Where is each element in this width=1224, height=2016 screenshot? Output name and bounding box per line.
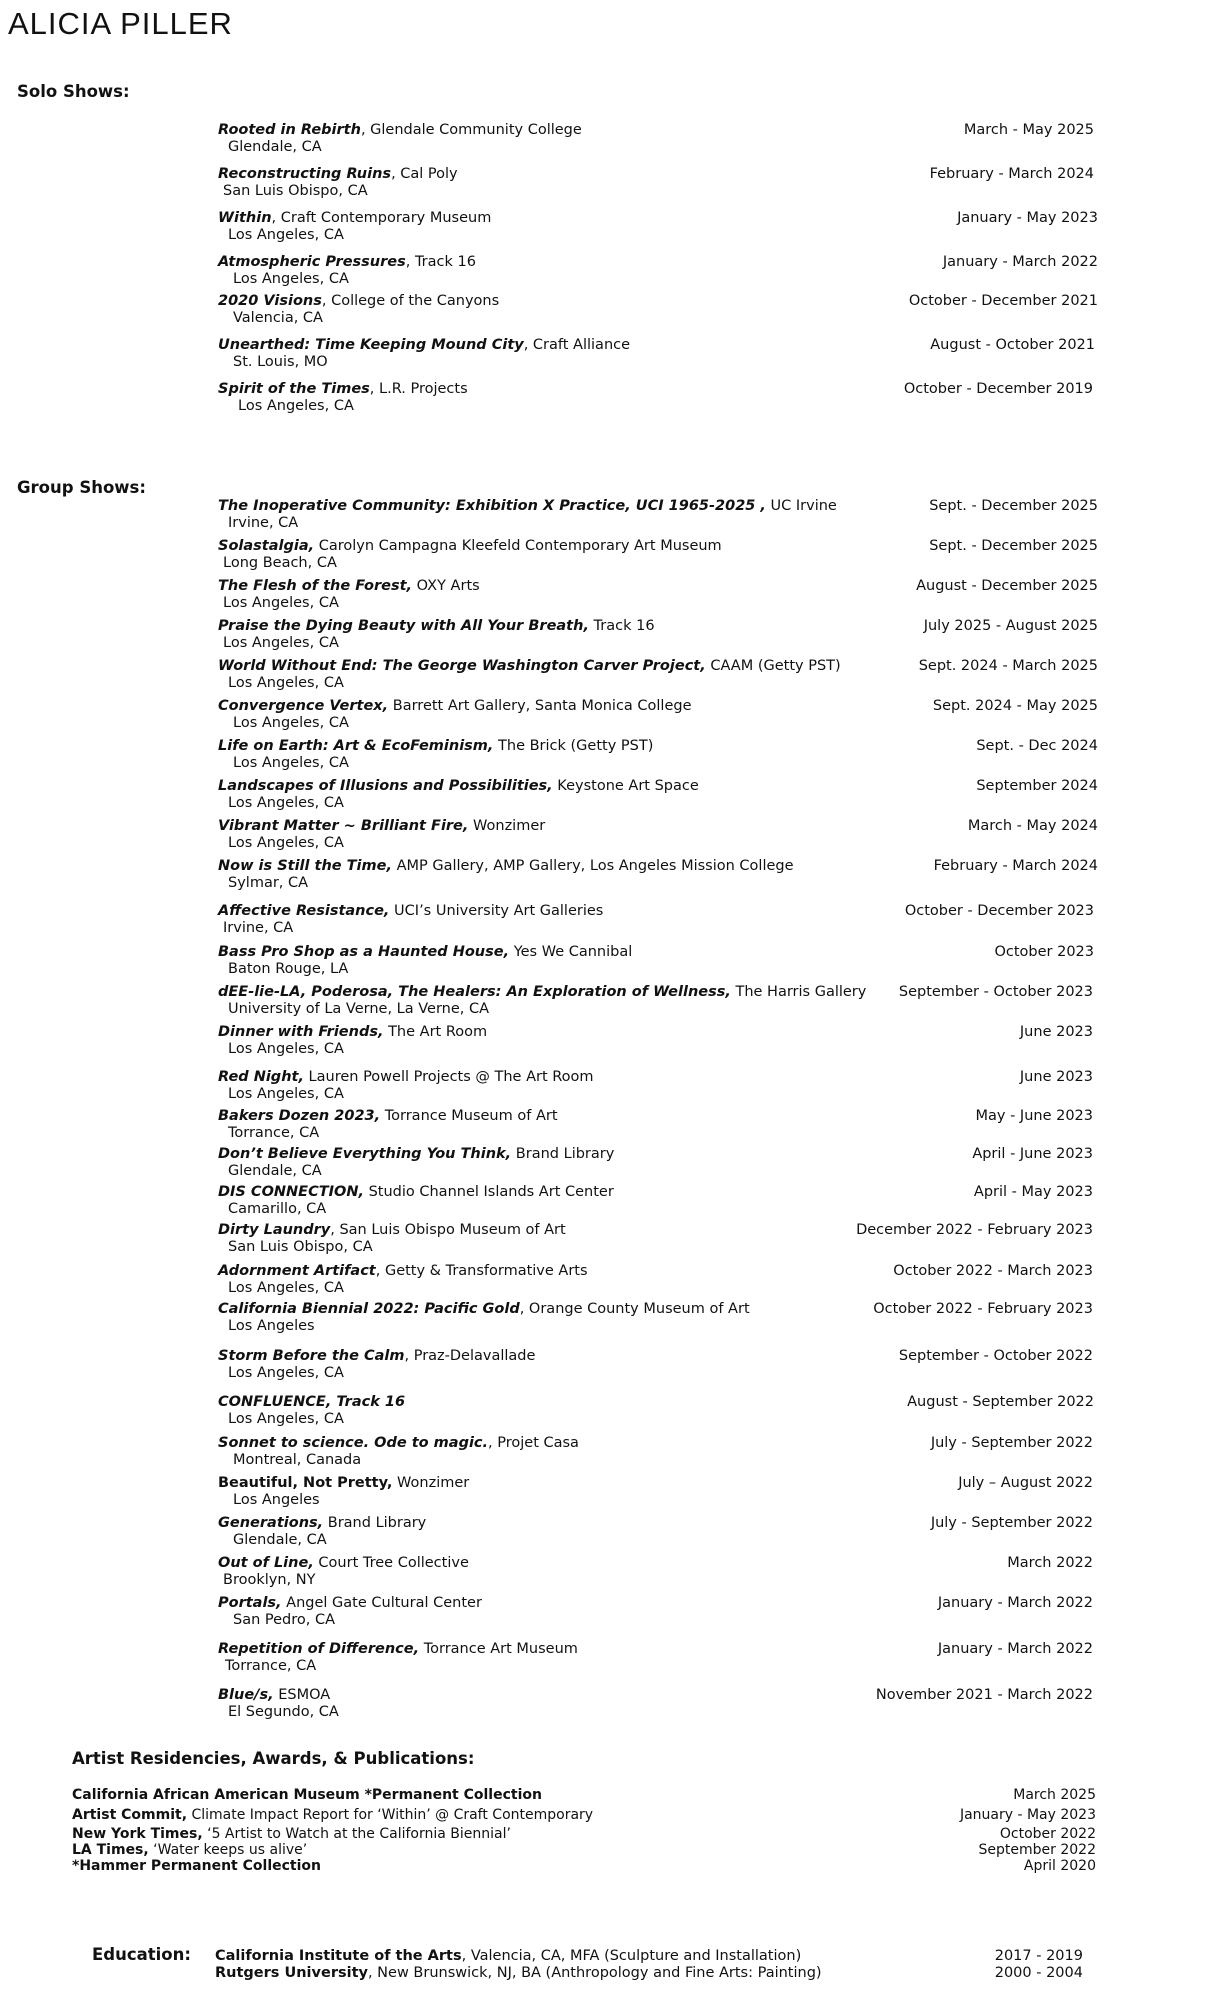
group-show-entry: [218, 1394, 1098, 1428]
show-location: Los Angeles, CA: [233, 271, 349, 287]
show-location: University of La Verne, La Verne, CA: [228, 1001, 490, 1017]
show-title: Adornment Artifact: [218, 1263, 376, 1279]
show-venue: The Harris Gallery: [730, 984, 867, 1000]
award-entry: [72, 1842, 1096, 1858]
show-venue: ESMOA: [273, 1687, 331, 1703]
show-venue: , L.R. Projects: [369, 381, 468, 397]
show-date: Sept. - December 2025: [929, 538, 1098, 554]
award-date: October 2022: [999, 1826, 1096, 1842]
show-title: Bakers Dozen 2023,: [218, 1108, 381, 1124]
show-title: DIS CONNECTION,: [218, 1184, 364, 1200]
show-date: February - March 2024: [929, 166, 1094, 182]
show-date: July – August 2022: [958, 1475, 1093, 1491]
education-school: Rutgers University: [215, 1965, 368, 1981]
award-date: April 2020: [1023, 1858, 1096, 1874]
show-date: March - May 2025: [963, 122, 1094, 138]
show-date: September 2024: [976, 778, 1098, 794]
solo-show-entry: [218, 210, 1098, 244]
show-date: January - March 2022: [937, 1641, 1093, 1657]
show-date: July - September 2022: [930, 1435, 1093, 1451]
group-show-entry: [218, 498, 1098, 532]
group-show-entry: [218, 698, 1098, 732]
show-date: October 2023: [994, 944, 1094, 960]
show-venue: Court Tree Collective: [313, 1555, 469, 1571]
show-venue: The Art Room: [383, 1024, 488, 1040]
group-show-entry: [218, 1069, 1098, 1103]
show-title: The Inoperative Community: Exhibition X Practice, UCI 1965-2025 ,: [218, 498, 766, 514]
show-venue: UC Irvine: [765, 498, 837, 514]
show-date: July - September 2022: [930, 1515, 1093, 1531]
show-title: Life on Earth: Art & EcoFeminism,: [218, 738, 494, 754]
show-location: Los Angeles: [228, 1318, 315, 1334]
show-location: Los Angeles, CA: [223, 635, 339, 651]
awards-heading: Artist Residencies, Awards, & Publications:: [72, 1749, 475, 1768]
group-show-entry: [218, 1301, 1098, 1335]
show-venue: , Track 16: [405, 254, 476, 270]
show-date: April - June 2023: [972, 1146, 1093, 1162]
show-venue: , San Luis Obispo Museum of Art: [330, 1222, 566, 1238]
show-location: Los Angeles, CA: [223, 595, 339, 611]
show-location: San Luis Obispo, CA: [223, 183, 368, 199]
show-location: Torrance, CA: [225, 1658, 317, 1674]
group-show-entry: [218, 578, 1098, 612]
show-venue: Angel Gate Cultural Center: [281, 1595, 482, 1611]
group-show-entry: [218, 1435, 1098, 1469]
show-venue: Lauren Powell Projects @ The Art Room: [303, 1069, 594, 1085]
solo-show-entry: [218, 166, 1098, 200]
show-location: St. Louis, MO: [233, 354, 328, 370]
show-location: Los Angeles, CA: [228, 795, 344, 811]
artist-name: ALICIA PILLER: [8, 6, 233, 41]
group-show-entry: [218, 1555, 1098, 1589]
education-entry: [215, 1965, 1095, 1982]
award-entry: [72, 1787, 1096, 1803]
group-show-entry: [218, 858, 1098, 892]
group-show-entry: [218, 1348, 1098, 1382]
show-location: Montreal, Canada: [233, 1452, 362, 1468]
group-show-entry: [218, 1184, 1098, 1218]
show-location: Los Angeles, CA: [228, 1365, 344, 1381]
show-venue: , Craft Contemporary Museum: [271, 210, 492, 226]
solo-shows-heading: Solo Shows:: [17, 82, 130, 101]
show-date: October - December 2023: [904, 903, 1094, 919]
show-title: Landscapes of Illusions and Possibilities,: [218, 778, 553, 794]
show-title: Rooted in Rebirth: [218, 122, 361, 138]
show-date: June 2023: [1019, 1024, 1093, 1040]
education-details: , New Brunswick, NJ, BA (Anthropology and Fine Arts: Painting): [367, 1965, 822, 1981]
group-show-entry: [218, 1687, 1098, 1721]
award-date: January - May 2023: [959, 1807, 1096, 1823]
show-location: Long Beach, CA: [223, 555, 337, 571]
solo-show-entry: [218, 337, 1098, 371]
award-title: New York Times,: [72, 1826, 203, 1842]
show-location: San Pedro, CA: [233, 1612, 336, 1628]
show-date: July 2025 - August 2025: [923, 618, 1098, 634]
show-venue: Wonzimer: [392, 1475, 470, 1491]
show-title: Spirit of the Times: [218, 381, 370, 397]
show-date: August - December 2025: [916, 578, 1098, 594]
show-location: Los Angeles, CA: [233, 755, 349, 771]
show-venue: , Cal Poly: [391, 166, 458, 182]
show-title: Within: [218, 210, 272, 226]
show-location: Baton Rouge, LA: [228, 961, 349, 977]
show-venue: , College of the Canyons: [321, 293, 500, 309]
show-date: April - May 2023: [973, 1184, 1093, 1200]
show-venue: AMP Gallery, AMP Gallery, Los Angeles Mission College: [391, 858, 794, 874]
education-date: 2017 - 2019: [994, 1948, 1083, 1964]
show-date: February - March 2024: [933, 858, 1098, 874]
show-venue: Keystone Art Space: [552, 778, 699, 794]
show-location: Los Angeles, CA: [228, 835, 344, 851]
show-date: October 2022 - March 2023: [893, 1263, 1093, 1279]
show-date: Sept. 2024 - May 2025: [932, 698, 1098, 714]
show-location: Irvine, CA: [228, 515, 299, 531]
award-title: *Hammer Permanent Collection: [72, 1858, 321, 1874]
group-show-entry: [218, 1595, 1098, 1629]
show-title: The Flesh of the Forest,: [218, 578, 413, 594]
show-date: Sept. - Dec 2024: [976, 738, 1098, 754]
show-title: Repetition of Difference,: [218, 1641, 420, 1657]
show-date: Sept. 2024 - March 2025: [918, 658, 1098, 674]
show-date: November 2021 - March 2022: [875, 1687, 1093, 1703]
group-show-entry: [218, 1108, 1098, 1142]
show-title: Out of Line,: [218, 1555, 314, 1571]
show-location: San Luis Obispo, CA: [228, 1239, 373, 1255]
show-date: March 2022: [1007, 1555, 1093, 1571]
education-details: , Valencia, CA, MFA (Sculpture and Installation): [461, 1948, 802, 1964]
show-title: Generations,: [218, 1515, 324, 1531]
group-show-entry: [218, 618, 1098, 652]
show-date: October - December 2021: [908, 293, 1098, 309]
show-venue: , Praz-Delavallade: [404, 1348, 536, 1364]
group-show-entry: [218, 818, 1098, 852]
group-show-entry: [218, 944, 1098, 978]
show-title: Sonnet to science. Ode to magic.: [218, 1435, 489, 1451]
show-title: Dirty Laundry: [218, 1222, 331, 1238]
show-date: March - May 2024: [967, 818, 1098, 834]
group-show-entry: [218, 658, 1098, 692]
show-location: Los Angeles, CA: [228, 227, 344, 243]
show-venue: , Orange County Museum of Art: [519, 1301, 750, 1317]
education-date: 2000 - 2004: [994, 1965, 1083, 1981]
show-date: August - October 2021: [930, 337, 1095, 353]
show-location: Los Angeles: [233, 1492, 320, 1508]
award-entry: [72, 1826, 1096, 1842]
show-title: Dinner with Friends,: [218, 1024, 384, 1040]
show-date: August - September 2022: [907, 1394, 1094, 1410]
group-show-entry: [218, 778, 1098, 812]
show-date: October 2022 - February 2023: [873, 1301, 1093, 1317]
group-show-entry: [218, 1641, 1098, 1675]
show-location: Brooklyn, NY: [223, 1572, 316, 1588]
show-title: 2020 Visions: [218, 293, 322, 309]
award-entry: [72, 1858, 1096, 1874]
group-shows-heading: Group Shows:: [17, 478, 146, 497]
show-location: Los Angeles, CA: [238, 398, 354, 414]
show-location: Los Angeles, CA: [228, 1411, 344, 1427]
show-location: Camarillo, CA: [228, 1201, 327, 1217]
show-title: Bass Pro Shop as a Haunted House,: [218, 944, 510, 960]
show-title: World Without End: The George Washington Carver Project,: [218, 658, 706, 674]
group-show-entry: [218, 1475, 1098, 1509]
solo-show-entry: [218, 254, 1098, 288]
group-show-entry: [218, 1515, 1098, 1549]
show-date: Sept. - December 2025: [929, 498, 1098, 514]
show-location: Torrance, CA: [228, 1125, 320, 1141]
show-title: Praise the Dying Beauty with All Your Breath,: [218, 618, 589, 634]
show-date: January - May 2023: [957, 210, 1098, 226]
show-title: Now is Still the Time,: [218, 858, 392, 874]
award-date: September 2022: [978, 1842, 1096, 1858]
award-date: March 2025: [1013, 1787, 1096, 1803]
show-date: December 2022 - February 2023: [856, 1222, 1093, 1238]
show-venue: CAAM (Getty PST): [705, 658, 841, 674]
group-show-entry: [218, 538, 1098, 572]
group-show-entry: [218, 1222, 1098, 1256]
show-title: CONFLUENCE, Track 16: [218, 1394, 406, 1410]
show-venue: , Getty & Transformative Arts: [375, 1263, 588, 1279]
show-location: Valencia, CA: [233, 310, 323, 326]
show-venue: Yes We Cannibal: [509, 944, 633, 960]
education-school: California Institute of the Arts: [215, 1948, 462, 1964]
show-date: September - October 2023: [898, 984, 1093, 1000]
show-location: Glendale, CA: [228, 1163, 322, 1179]
show-venue: Wonzimer: [468, 818, 546, 834]
award-text: ‘5 Artist to Watch at the California Biennial’: [202, 1826, 511, 1842]
award-text: Climate Impact Report for ‘Within’ @ Craft Contemporary: [187, 1807, 594, 1823]
show-location: Los Angeles, CA: [228, 1280, 344, 1296]
show-location: Irvine, CA: [223, 920, 294, 936]
show-location: Los Angeles, CA: [233, 715, 349, 731]
show-date: January - March 2022: [942, 254, 1098, 270]
education-entry: [215, 1948, 1095, 1965]
show-venue: Brand Library: [511, 1146, 615, 1162]
show-venue: Carolyn Campagna Kleefeld Contemporary Art Museum: [314, 538, 722, 554]
show-venue: Barrett Art Gallery, Santa Monica College: [388, 698, 692, 714]
show-venue: Brand Library: [323, 1515, 427, 1531]
show-location: Glendale, CA: [233, 1532, 327, 1548]
show-title: Reconstructing Ruins: [218, 166, 392, 182]
award-text: ‘Water keeps us alive’: [148, 1842, 308, 1858]
solo-show-entry: [218, 122, 1098, 156]
solo-show-entry: [218, 381, 1098, 415]
show-location: Los Angeles, CA: [228, 1041, 344, 1057]
show-location: Los Angeles, CA: [228, 675, 344, 691]
show-title: Don’t Believe Everything You Think,: [218, 1146, 512, 1162]
show-date: June 2023: [1019, 1069, 1093, 1085]
group-show-entry: [218, 1263, 1098, 1297]
award-title: Artist Commit,: [72, 1807, 188, 1823]
show-title: Blue/s,: [218, 1687, 274, 1703]
show-title: Unearthed: Time Keeping Mound City: [218, 337, 524, 353]
show-venue: , Projet Casa: [488, 1435, 579, 1451]
show-title: Convergence Vertex,: [218, 698, 389, 714]
show-date: January - March 2022: [937, 1595, 1093, 1611]
group-show-entry: [218, 1146, 1098, 1180]
show-date: September - October 2022: [898, 1348, 1093, 1364]
show-venue: Studio Channel Islands Art Center: [363, 1184, 614, 1200]
show-date: May - June 2023: [975, 1108, 1093, 1124]
show-title: Storm Before the Calm: [218, 1348, 405, 1364]
solo-show-entry: [218, 293, 1098, 327]
group-show-entry: [218, 738, 1098, 772]
show-location: Glendale, CA: [228, 139, 322, 155]
show-title: dEE-lie-LA, Poderosa, The Healers: An Exploration of Wellness,: [218, 984, 731, 1000]
award-title: LA Times,: [72, 1842, 149, 1858]
group-show-entry: [218, 903, 1098, 937]
show-venue: UCI’s University Art Galleries: [389, 903, 604, 919]
award-title: California African American Museum *Permanent Collection: [72, 1787, 542, 1803]
group-show-entry: [218, 1024, 1098, 1058]
show-location: Los Angeles, CA: [228, 1086, 344, 1102]
award-entry: [72, 1807, 1096, 1823]
show-venue: , Craft Alliance: [523, 337, 631, 353]
group-show-entry: [218, 984, 1098, 1018]
show-venue: OXY Arts: [412, 578, 480, 594]
show-venue: , Glendale Community College: [360, 122, 582, 138]
show-title: Beautiful, Not Pretty,: [218, 1475, 393, 1491]
show-title: Portals,: [218, 1595, 282, 1611]
show-location: El Segundo, CA: [228, 1704, 339, 1720]
show-title: Red Night,: [218, 1069, 304, 1085]
show-title: Vibrant Matter ~ Brilliant Fire,: [218, 818, 469, 834]
show-location: Sylmar, CA: [228, 875, 309, 891]
show-title: Solastalgia,: [218, 538, 315, 554]
show-title: California Biennial 2022: Pacific Gold: [218, 1301, 520, 1317]
show-venue: The Brick (Getty PST): [493, 738, 654, 754]
show-venue: Track 16: [588, 618, 655, 634]
show-date: October - December 2019: [903, 381, 1093, 397]
show-title: Atmospheric Pressures: [218, 254, 406, 270]
show-title: Affective Resistance,: [218, 903, 390, 919]
show-venue: Torrance Museum of Art: [380, 1108, 558, 1124]
education-heading: Education:: [92, 1945, 191, 1964]
show-venue: Torrance Art Museum: [419, 1641, 578, 1657]
